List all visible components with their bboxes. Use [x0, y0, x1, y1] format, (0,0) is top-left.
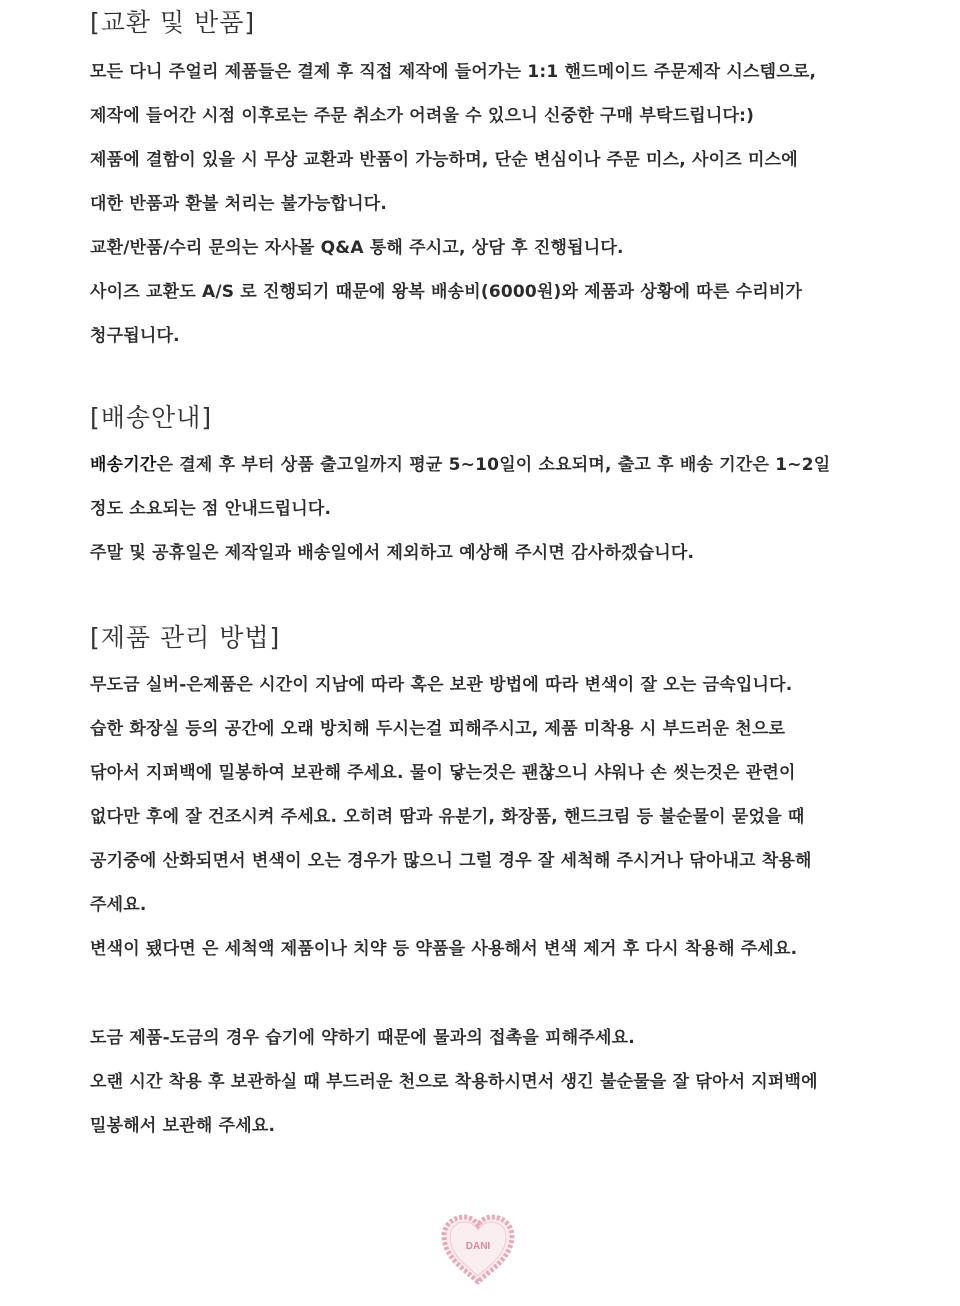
- exchange-line: 청구됩니다.: [90, 326, 180, 346]
- care-line: 변색이 됐다면 은 세척액 제품이나 치약 등 약품을 사용해서 변색 제거 후 다시 착용해 주세요.: [90, 939, 798, 959]
- exchange-title: [교환 및 반품]: [90, 8, 256, 37]
- exchange-section: [90, 2, 816, 358]
- dani-logo: [438, 1212, 518, 1288]
- care-line: 습한 화장실 등의 공간에 오래 방치해 두시는걸 피해주시고, 제품 미착용 시 부드러운 천으로: [90, 719, 786, 739]
- care-line: 공기중에 산화되면서 변색이 오는 경우가 많으니 그럴 경우 잘 세척해 주시거나 닦아내고 착용해: [90, 851, 812, 871]
- care-line: 닦아서 지퍼백에 밀봉하여 보관해 주세요. 물이 닿는것은 괜찮으니 샤워나 손 씻는것은 관련이: [90, 763, 796, 783]
- shipping-line-rest: 은 결제 후 부터 상품 출고일까지 평균 5~10일이 소요되며, 출고 후 배송 기간은 1~2일: [156, 455, 831, 475]
- shipping-title: [배송안내]: [90, 403, 213, 432]
- exchange-line: 교환/반품/수리 문의는 자사몰 Q&A 통해 주시고, 상담 후 진행됩니다.: [90, 238, 624, 258]
- exchange-line: 모든 다니 주얼리 제품들은 결제 후 직접 제작에 들어가는 1:1 핸드메이드 주문제작 시스템으로,: [90, 62, 817, 82]
- exchange-line: 제작에 들어간 시점 이후로는 주문 취소가 어려울 수 있으니 신중한 구매 부탁드립니다:): [90, 106, 755, 126]
- care-title: [제품 관리 방법]: [90, 623, 281, 652]
- care-line: 주세요.: [90, 895, 147, 915]
- exchange-line: 사이즈 교환도 A/S 로 진행되기 때문에 왕복 배송비(6000원)와 제품과 상황에 따른 수리비가: [90, 282, 803, 302]
- plated-care-line: 도금 제품-도금의 경우 습기에 약하기 때문에 물과의 접촉을 피해주세요.: [90, 1028, 635, 1048]
- shipping-line: 정도 소요되는 점 안내드립니다.: [90, 499, 332, 519]
- shipping-line: 주말 및 공휴일은 제작일과 배송일에서 제외하고 예상해 주시면 감사하겠습니다.: [90, 543, 695, 563]
- care-line: 없다만 후에 잘 건조시켜 주세요. 오히려 땀과 유분기, 화장품, 핸드크림 등 불순물이 묻었을 때: [90, 807, 805, 827]
- care-section: [90, 617, 812, 971]
- plated-care-section: [90, 1016, 818, 1148]
- heart-icon: [438, 1212, 518, 1288]
- logo-text: DANI: [465, 1241, 491, 1252]
- care-line: 무도금 실버-은제품은 시간이 지남에 따라 혹은 보관 방법에 따라 변색이 잘 오는 금속입니다.: [90, 675, 793, 695]
- shipping-period-label: 배송기간: [90, 455, 157, 475]
- exchange-line: 대한 반품과 환불 처리는 불가능합니다.: [90, 194, 388, 214]
- plated-care-line: 오랜 시간 착용 후 보관하실 때 부드러운 천으로 착용하시면서 생긴 불순물을 잘 닦아서 지퍼백에: [90, 1072, 818, 1092]
- exchange-line: 제품에 결함이 있을 시 무상 교환과 반품이 가능하며, 단순 변심이나 주문 미스, 사이즈 미스에: [90, 150, 798, 170]
- plated-care-line: 밀봉해서 보관해 주세요.: [90, 1116, 276, 1136]
- shipping-section: [90, 397, 830, 575]
- shipping-line: [90, 443, 830, 487]
